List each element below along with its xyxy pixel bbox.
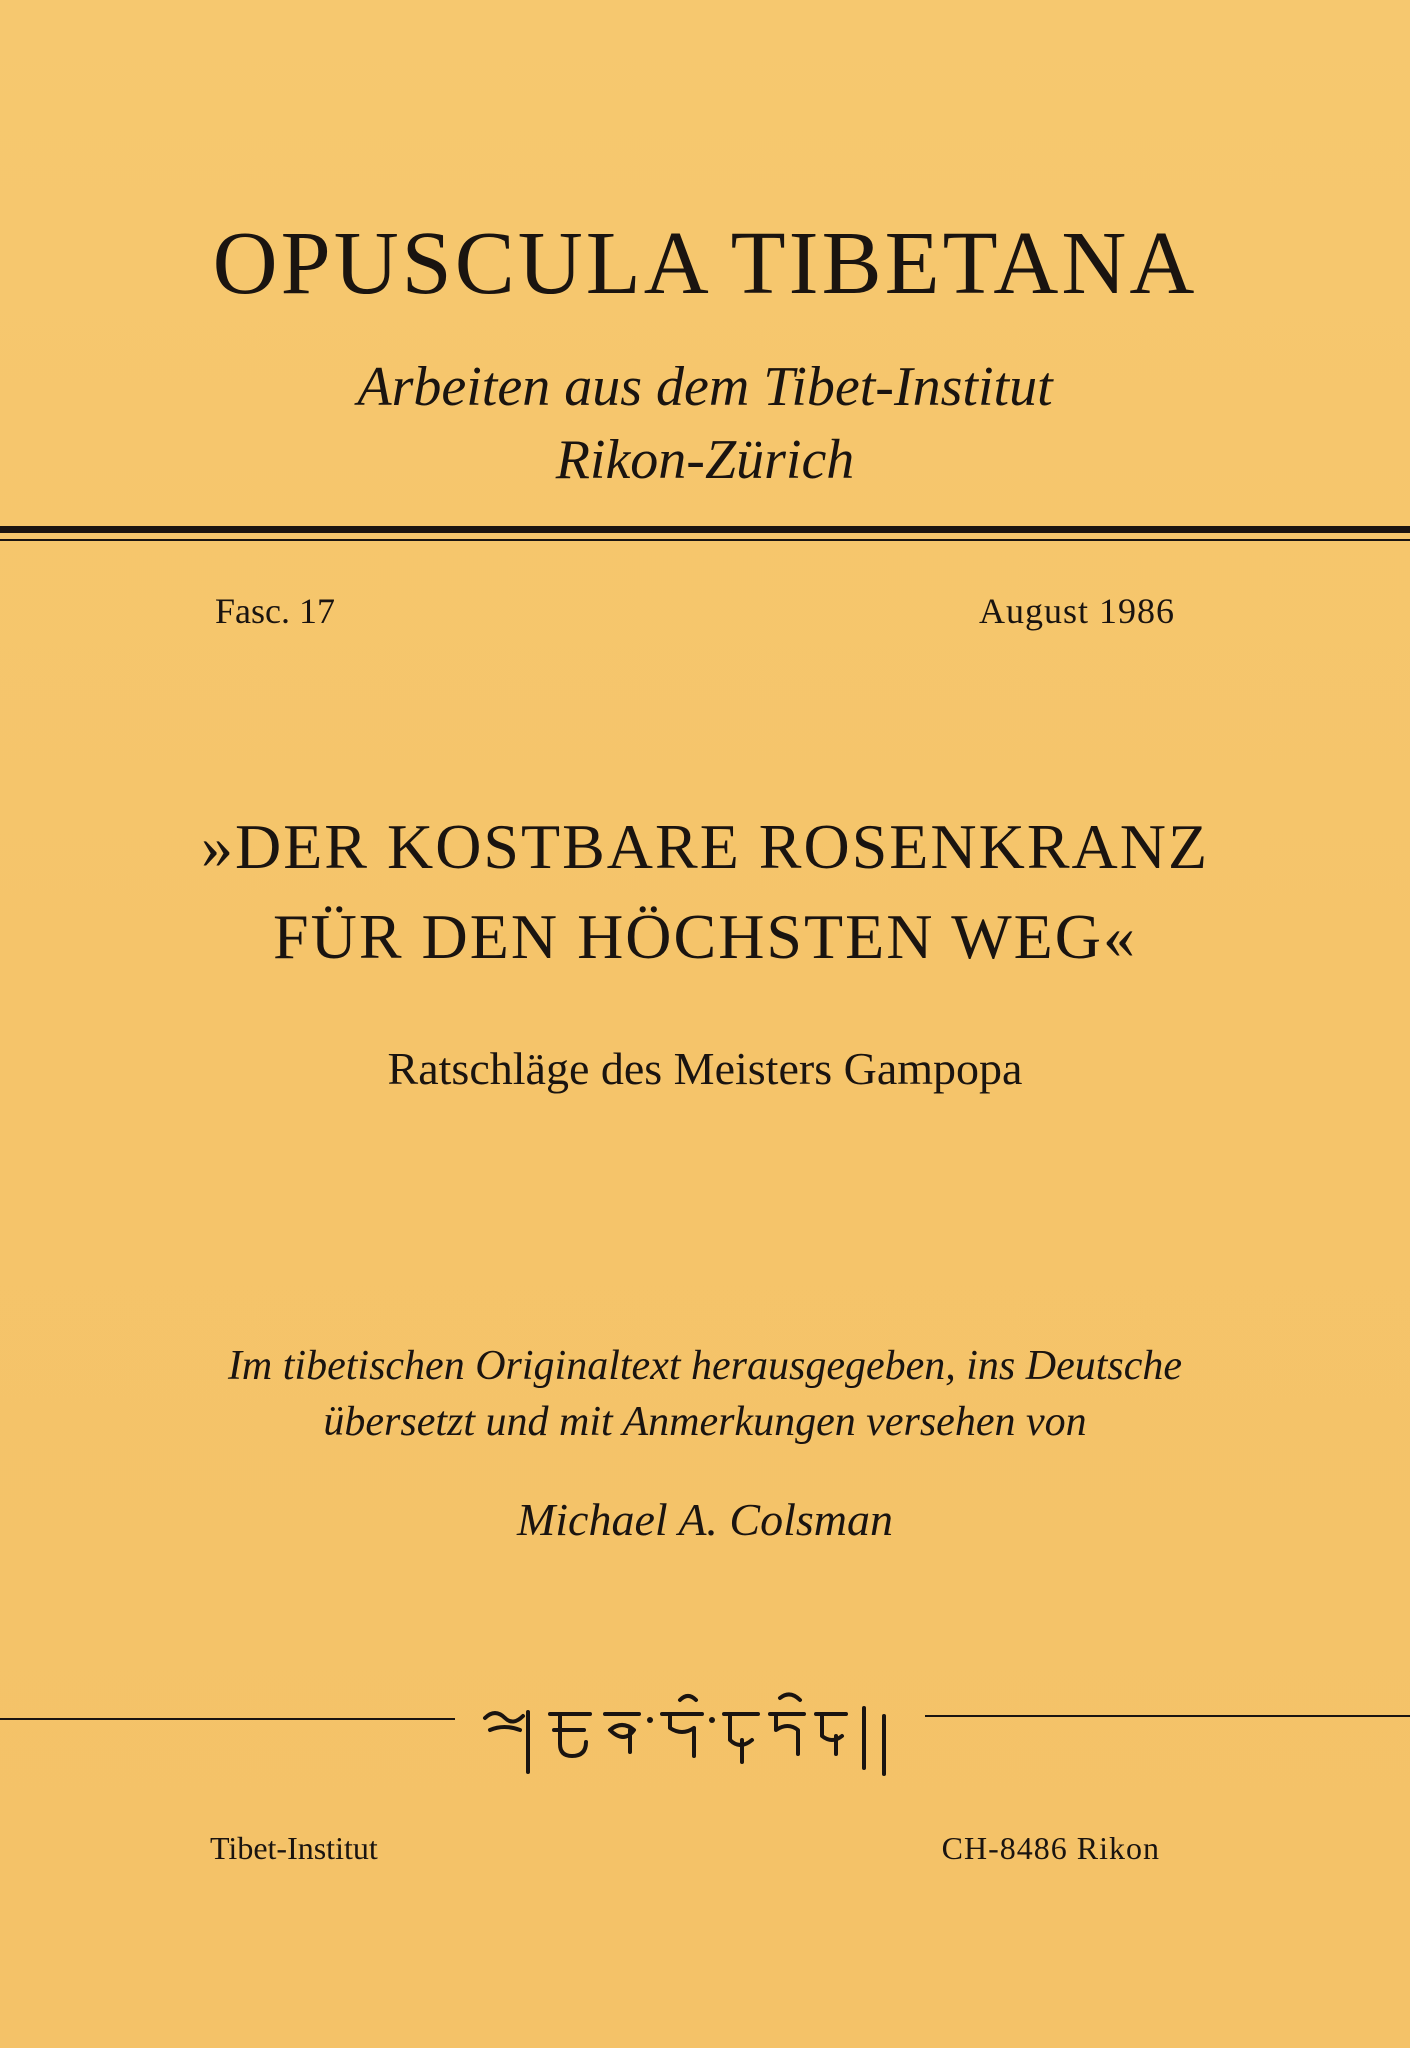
work-subtitle: Ratschläge des Meisters Gampopa [387,1043,1023,1094]
right-rule [925,1715,1410,1717]
publisher-address: CH-8486 Rikon [941,1830,1160,1866]
work-title-line1: »DER KOSTBARE ROSENKRANZ [200,811,1210,882]
series-subtitle-line1: Arbeiten aus dem Tibet-Institut [357,356,1053,418]
series-title: OPUSCULA TIBETANA [212,214,1198,313]
work-title-line2: FÜR DEN HÖCHSTEN WEG« [273,901,1137,972]
left-rule [0,1718,455,1720]
author-name: Michael A. Colsman [516,1494,894,1545]
fascicle-number: Fasc. 17 [215,591,335,631]
issue-date: August 1986 [978,591,1175,631]
publisher-name: Tibet-Institut [210,1830,378,1866]
series-subtitle-line2: Rikon-Zürich [555,429,855,491]
tibetan-script-title [480,1690,900,1780]
credit-line1: Im tibetischen Originaltext herausgegeben, ins Deutsche [227,1343,1183,1389]
credit-line2: übersetzt und mit Anmerkungen versehen von [323,1399,1087,1445]
double-rule-divider [0,526,1410,541]
